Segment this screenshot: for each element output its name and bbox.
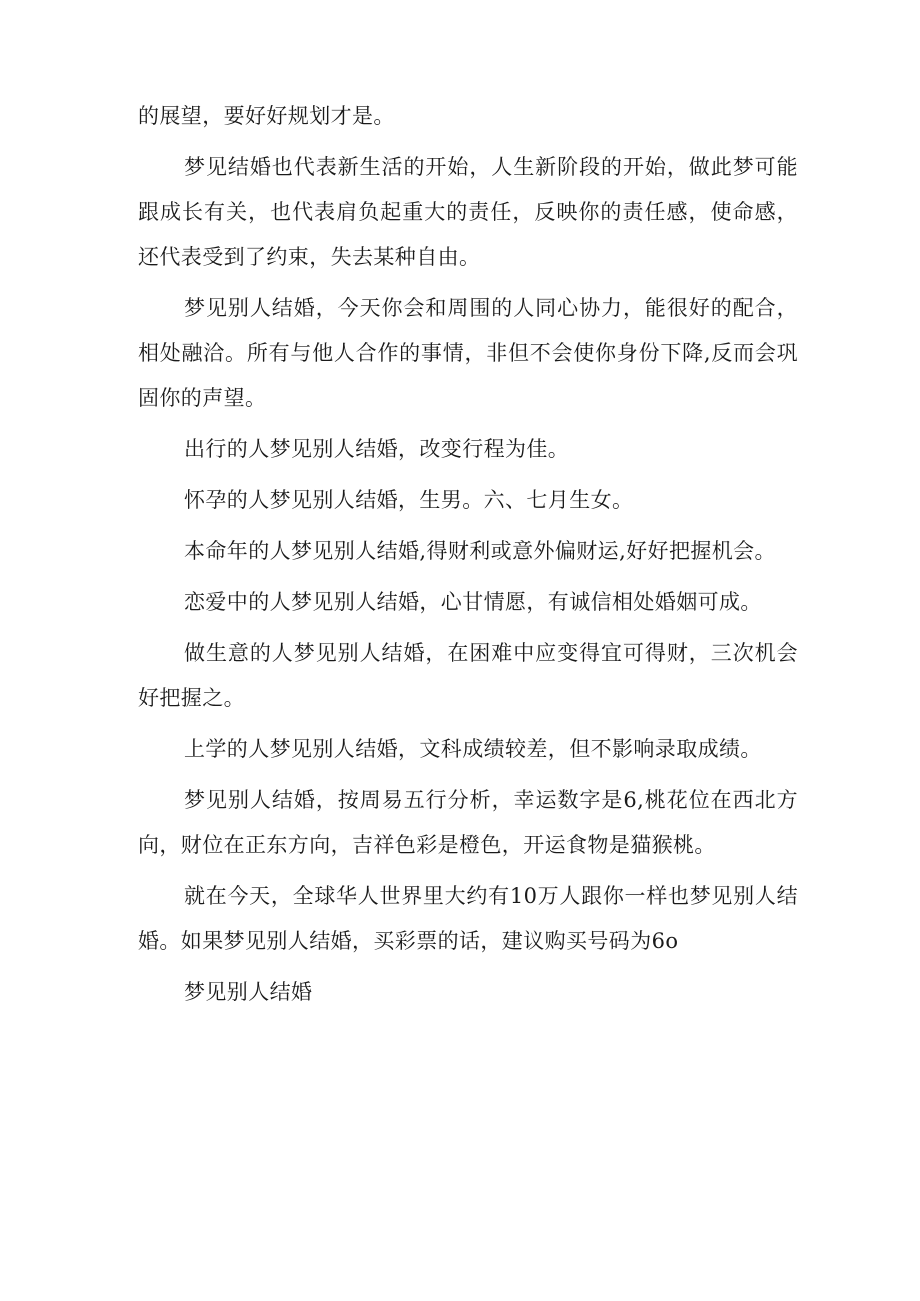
- paragraph-9: 上学的人梦见别人结婚，文科成绩较差，但不影响录取成绩。: [184, 737, 762, 761]
- paragraph-4: 出行的人梦见别人结婚，改变行程为佳。: [184, 437, 570, 461]
- paragraph-1: 的展望，要好好规划才是。: [138, 104, 395, 128]
- paragraph-2: 梦见结婚也代表新生活的开始，人生新阶段的开始，做此梦可能跟成长有关，也代表肩负起重大的责任，反映你的责任感，使命感，还代表受到了约束，失去某种自由。: [138, 155, 798, 269]
- document-body: [138, 94, 798, 1021]
- paragraph-6: 本命年的人梦见别人结婚,得财利或意外偏财运,好好把握机会。: [184, 539, 776, 563]
- paragraph-10: 梦见别人结婚，按周易五行分析，幸运数字是6,桃花位在西北方向，财位在正东方向，吉祥色彩是橙色，开运食物是猫猴桃。: [138, 788, 798, 857]
- paragraph-11: 就在今天，全球华人世界里大约有10万人跟你一样也梦见别人结婚。如果梦见别人结婚，买彩票的话，建议购买号码为6o: [138, 884, 798, 953]
- paragraph-5: 怀孕的人梦见别人结婚，生男。六、七月生女。: [184, 488, 634, 512]
- paragraph-12: 梦见别人结婚: [184, 980, 313, 1004]
- paragraph-8: 做生意的人梦见别人结婚，在困难中应变得宜可得财，三次机会好把握之。: [138, 641, 798, 710]
- paragraph-7: 恋爱中的人梦见别人结婚，心甘情愿，有诚信相处婚姻可成。: [184, 590, 762, 614]
- paragraph-3: 梦见别人结婚，今天你会和周围的人同心协力，能很好的配合，相处融洽。所有与他人合作的事情，非但不会使你身份下降,反而会巩固你的声望。: [138, 296, 798, 410]
